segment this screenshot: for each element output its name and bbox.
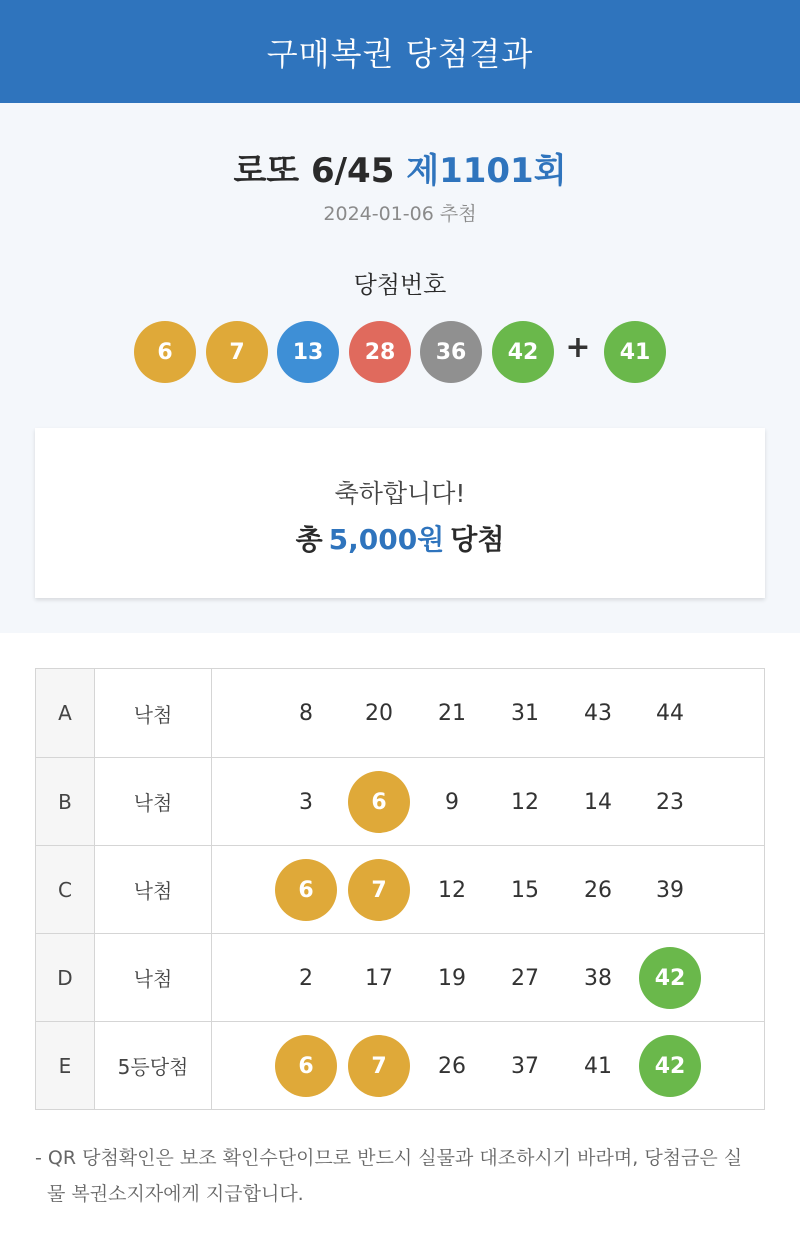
- ticket-game-label: C: [36, 846, 95, 933]
- ticket-result: 낙첨: [95, 669, 212, 757]
- page-title: 구매복권 당첨결과: [266, 34, 534, 73]
- ticket-number-matched: 7: [348, 1035, 410, 1097]
- ticket-number: 14: [584, 789, 612, 815]
- ticket-number: 23: [656, 789, 684, 815]
- draw-date: [0, 199, 800, 226]
- ticket-number: 43: [584, 700, 612, 726]
- winning-ball: 28: [349, 321, 411, 383]
- ticket-game-label: D: [36, 934, 95, 1021]
- ticket-number: 44: [656, 700, 684, 726]
- ticket-row-a: [36, 669, 764, 757]
- ticket-number-matched: 6: [275, 859, 337, 921]
- notice-text: [35, 1140, 770, 1212]
- ticket-result: 낙첨: [95, 934, 212, 1021]
- ticket-number-matched: 42: [639, 1035, 701, 1097]
- winning-ball: 13: [277, 321, 339, 383]
- ticket-number: 31: [511, 700, 539, 726]
- ticket-game-label: A: [36, 669, 95, 757]
- page-header: [0, 0, 800, 103]
- ticket-game-label: E: [36, 1022, 95, 1109]
- ticket-table: [35, 668, 765, 1110]
- round-number: 제1101회: [406, 151, 567, 191]
- ticket-number: 19: [438, 965, 466, 991]
- ticket-number: 2: [299, 965, 313, 991]
- round-title: [0, 143, 800, 192]
- total-prefix: 총: [295, 523, 323, 556]
- draw-date-value: 2024-01-06: [323, 203, 434, 225]
- ticket-number: 12: [438, 877, 466, 903]
- winning-ball: 42: [492, 321, 554, 383]
- ticket-number: 3: [299, 789, 313, 815]
- winning-ball: 7: [206, 321, 268, 383]
- congrats-message: 축하합니다!: [334, 479, 466, 508]
- result-card: [35, 428, 765, 598]
- ticket-number: 15: [511, 877, 539, 903]
- ticket-game-label: B: [36, 758, 95, 845]
- ticket-number: 26: [584, 877, 612, 903]
- total-amount: 5,000원: [328, 523, 445, 556]
- winning-ball: 36: [420, 321, 482, 383]
- ticket-number: 20: [365, 700, 393, 726]
- notice-line-2: 물 복권소지자에게 지급합니다.: [47, 1183, 304, 1205]
- ticket-number-matched: 7: [348, 859, 410, 921]
- ticket-row-c: [36, 845, 764, 933]
- winning-numbers-label: 당첨번호: [353, 271, 447, 299]
- ticket-number: 8: [299, 700, 313, 726]
- ticket-number: 9: [445, 789, 459, 815]
- ticket-result: 낙첨: [95, 758, 212, 845]
- ticket-number-matched: 6: [348, 771, 410, 833]
- ticket-number: 38: [584, 965, 612, 991]
- bonus-plus-sign: +: [565, 330, 591, 365]
- winning-ball: 6: [134, 321, 196, 383]
- ticket-number: 26: [438, 1053, 466, 1079]
- ticket-number: 17: [365, 965, 393, 991]
- ticket-number: 27: [511, 965, 539, 991]
- ticket-number-matched: 42: [639, 947, 701, 1009]
- total-prize: [35, 518, 765, 558]
- notice-line-1: - QR 당첨확인은 보조 확인수단이므로 반드시 실물과 대조하시기 바라며, 당첨금은 실: [35, 1147, 743, 1169]
- game-name: 로또 6/45: [233, 151, 395, 191]
- ticket-result: 5등당첨: [95, 1022, 212, 1109]
- draw-date-suffix: 추첨: [439, 203, 477, 225]
- ticket-number: 12: [511, 789, 539, 815]
- ticket-number: 37: [511, 1053, 539, 1079]
- ticket-number: 41: [584, 1053, 612, 1079]
- ticket-number-matched: 6: [275, 1035, 337, 1097]
- bonus-ball: 41: [604, 321, 666, 383]
- total-suffix: 당첨: [450, 523, 505, 556]
- ticket-number: 39: [656, 877, 684, 903]
- ticket-result: 낙첨: [95, 846, 212, 933]
- ticket-row-b: [36, 757, 764, 845]
- ticket-number: 21: [438, 700, 466, 726]
- ticket-row-e: [36, 1021, 764, 1109]
- ticket-row-d: [36, 933, 764, 1021]
